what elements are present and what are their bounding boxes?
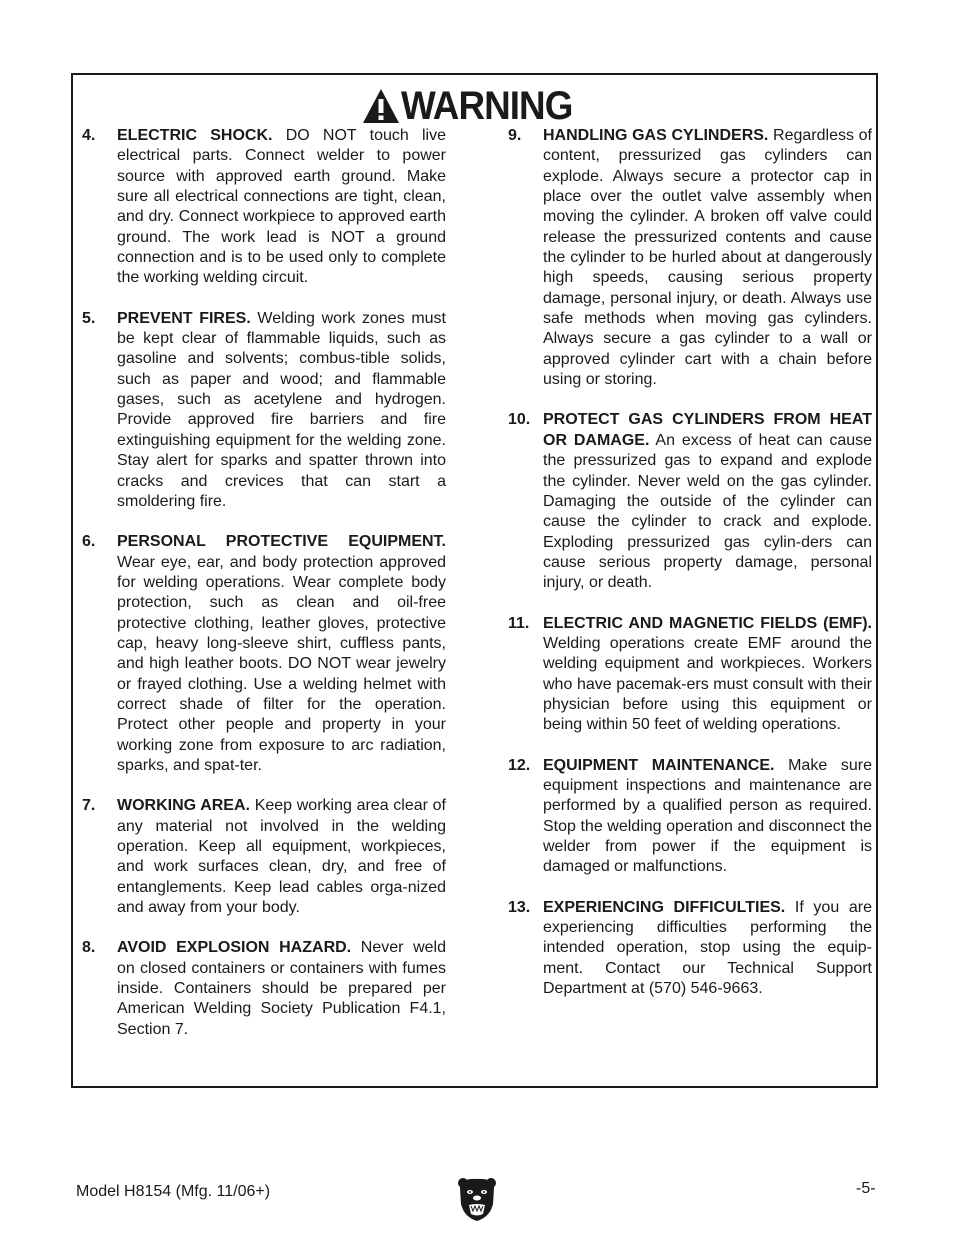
item-heading: EXPERIENCING DIFFICULTIES. bbox=[543, 898, 786, 916]
page-number: -5- bbox=[856, 1180, 876, 1197]
item-number: 8. bbox=[82, 939, 96, 957]
warning-item bbox=[508, 898, 872, 1000]
item-body bbox=[543, 756, 872, 878]
grizzly-bear-logo bbox=[457, 1176, 497, 1222]
item-text: Welding work zones must be kept clear of flammable liquids, such as gasoline and solvents; combus-tible solids, such as paper and wood; and flammable gases, such as acetylene and hydrogen. Provide approved fire barriers and fire extinguishing equipment for the welding zone. Stay alert for sparks and spatter thrown into cracks and crevices that can start a smoldering fire. bbox=[117, 309, 447, 510]
warning-item bbox=[508, 614, 872, 736]
item-number: 13. bbox=[508, 898, 531, 916]
item-heading: ELECTRIC SHOCK. bbox=[117, 127, 273, 144]
item-number: 5. bbox=[82, 309, 96, 327]
item-heading: HANDLING GAS CYLINDERS. bbox=[543, 127, 769, 144]
left-column bbox=[82, 126, 446, 1060]
warning-item bbox=[82, 532, 446, 776]
item-body bbox=[117, 796, 446, 918]
warning-item bbox=[82, 309, 446, 512]
item-heading: PREVENT FIRES. bbox=[117, 309, 251, 327]
warning-title: WARNING bbox=[400, 84, 573, 128]
item-heading: WORKING AREA. bbox=[117, 797, 250, 815]
item-body bbox=[543, 898, 872, 1000]
item-number: 10. bbox=[508, 411, 531, 429]
item-heading: EQUIPMENT MAINTENANCE. bbox=[543, 756, 775, 774]
item-number: 9. bbox=[508, 127, 522, 144]
warning-item bbox=[508, 410, 872, 593]
item-number: 4. bbox=[82, 127, 96, 144]
item-text: If you are experiencing difficulties performing the intended operation, stop using the equip-ment. Contact our Technical Support Department at (570) 546-9663. bbox=[543, 898, 872, 998]
warning-item bbox=[508, 756, 872, 878]
item-heading: AVOID EXPLOSION HAZARD. bbox=[117, 939, 352, 957]
item-body bbox=[543, 614, 872, 736]
item-text: Regardless of content, pressurized gas cylinders can explode. Always secure a protector cap in place over the outlet valve assembly when moving the cylinder. A broken off valve could release the pressurized contents and cause the cylinder to be hurled about at dangerously high speeds, causing serious property damage, personal injury, or death. Always use safe methods when moving gas cylinders. Always secure a gas cylinder to a wall or approved cylinder cart with a chain before using or storing. bbox=[543, 127, 872, 389]
warning-triangle-icon bbox=[362, 88, 400, 124]
warning-item bbox=[82, 938, 446, 1040]
item-heading: PERSONAL PROTECTIVE EQUIPMENT. bbox=[117, 533, 446, 551]
warning-item bbox=[82, 126, 446, 289]
item-body bbox=[543, 410, 872, 593]
item-number: 7. bbox=[82, 797, 96, 815]
item-body bbox=[543, 126, 872, 390]
item-body bbox=[117, 126, 446, 289]
item-number: 12. bbox=[508, 756, 531, 774]
item-text: Wear eye, ear, and body protection approved for welding operations. Wear complete body protection, such as clean and oil-free protective clothing, leather gloves, protective cap, heavy long-sleeve shirt, cuffless pants, and high leather boots. DO NOT wear jewelry or frayed clothing. Use a welding helmet with correct shade of filter for the operation. Protect other people and property in your working zone from exposure to arc radiation, sparks, and spat-ter. bbox=[117, 553, 446, 774]
warning-item bbox=[508, 126, 872, 390]
item-heading: PROTECT GAS CYLINDERS FROM HEAT OR DAMAGE. bbox=[543, 411, 872, 449]
item-text: DO NOT touch live electrical parts. Connect welder to power source with approved earth ground. Make sure all electrical connections are tight, clean, and dry. Connect workpiece to approved earth ground. The work lead is NOT a ground connection and is to be used only to complete the working welding circuit. bbox=[117, 127, 446, 287]
right-column bbox=[508, 126, 872, 1019]
item-text: Keep working area clear of any material not involved in the welding operation. Keep all equipment, workpieces, and work surfaces clean, dry, and free of entanglements. Keep lead cables orga-nized and away from your body. bbox=[117, 797, 447, 917]
item-text: Make sure equipment inspections and maintenance are performed by a qualified person as required. Stop the welding operation and disconnect the welder from power if the equipment is damaged or malfunctions. bbox=[543, 756, 872, 876]
item-heading: ELECTRIC AND MAGNETIC FIELDS (EMF). bbox=[543, 614, 872, 632]
item-number: 6. bbox=[82, 533, 96, 551]
item-text: Never weld on closed containers or containers with fumes inside. Containers should be prepared per American Welding Society Publication F4.1, Section 7. bbox=[117, 939, 447, 1038]
item-body bbox=[117, 309, 446, 512]
item-text: Welding operations create EMF around the welding equipment and workpieces. Workers who have pacemak-ers must consult with their physician before using this equipment or being within 50 feet of welding operations. bbox=[543, 634, 872, 734]
item-body bbox=[117, 532, 446, 776]
warning-item bbox=[82, 796, 446, 918]
item-body bbox=[117, 938, 446, 1040]
warning-header bbox=[73, 83, 876, 129]
item-text: An excess of heat can cause the pressurized gas to expand and explode the cylinder. Never weld on the gas cylinder. Damaging the outside of the cylinder can cause the cylinder to crack and explode. Exploding pressurized gas cylin-ders can cause serious property damage, personal injury, or death. bbox=[543, 431, 873, 592]
item-number: 11. bbox=[508, 614, 530, 632]
footer-model: Model H8154 (Mfg. 11/06+) bbox=[76, 1183, 271, 1200]
